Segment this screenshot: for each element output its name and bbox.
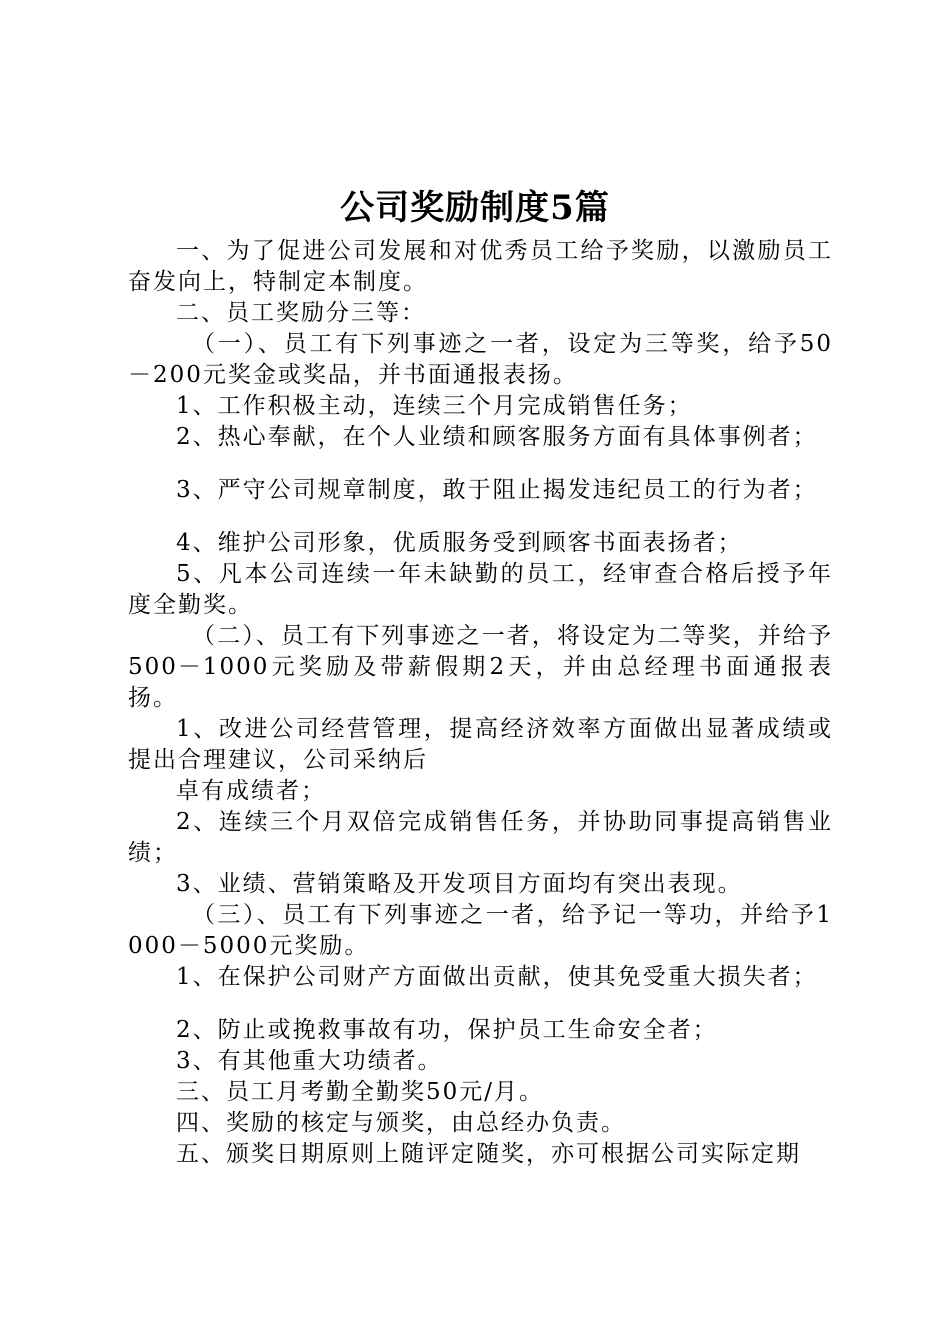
list-item: 3、有其他重大功绩者。 [176,1048,443,1074]
list-item: 3、业绩、营销策略及开发项目方面均有突出表现。 [176,871,743,897]
paragraph-gap [128,453,833,475]
list-item: 2、热心奉献，在个人业绩和顾客服务方面有具体事例者； [176,424,818,450]
paragraph-third-class: （一）、员工有下列事迹之一者，设定为三等奖，给予50－200元奖金或奖品，并书面通报表扬。 [128,331,833,388]
list-item: 1、工作积极主动，连续三个月完成销售任务； [176,393,693,419]
list-item: 2、防止或挽救事故有功，保护员工生命安全者； [176,1017,718,1043]
paragraph-gap [128,506,833,528]
list-item: 5、凡本公司连续一年未缺勤的员工，经审查合格后授予年度全勤奖。 [128,561,833,618]
paragraph-award-date: 五、颁奖日期原则上随评定随奖，亦可根据公司实际定期 [176,1141,801,1167]
paragraph-attendance-bonus: 三、员工月考勤全勤奖50元/月。 [176,1079,545,1105]
list-item-continuation: 卓有成绩者； [176,778,326,804]
paragraph-first-class: （三）、员工有下列事迹之一者，给予记一等功，并给予1000－5000元奖励。 [128,902,833,959]
list-item: 2、连续三个月双倍完成销售任务，并协助同事提高销售业绩； [128,809,833,866]
document-body [128,236,833,1170]
paragraph-second-class: （二）、员工有下列事迹之一者，将设定为二等奖，并给予500－1000元奖励及带薪假期2天，并由总经理书面通报表扬。 [128,623,833,711]
list-item: 4、维护公司形象，优质服务受到顾客书面表扬者； [176,530,743,556]
paragraph-approval: 四、奖励的核定与颁奖，由总经办负责。 [176,1110,626,1136]
list-item: 1、在保护公司财产方面做出贡献，使其免受重大损失者； [176,964,818,990]
list-item: 3、严守公司规章制度，敢于阻止揭发违纪员工的行为者； [176,477,818,503]
document-title: 公司奖励制度5篇 [340,188,610,228]
paragraph-levels-heading: 二、员工奖励分三等： [176,300,426,326]
paragraph-purpose: 一、为了促进公司发展和对优秀员工给予奖励，以激励员工奋发向上，特制定本制度。 [128,238,833,295]
paragraph-gap [128,993,833,1015]
list-item: 1、改进公司经营管理，提高经济效率方面做出显著成绩或提出合理建议，公司采纳后 [128,716,833,773]
